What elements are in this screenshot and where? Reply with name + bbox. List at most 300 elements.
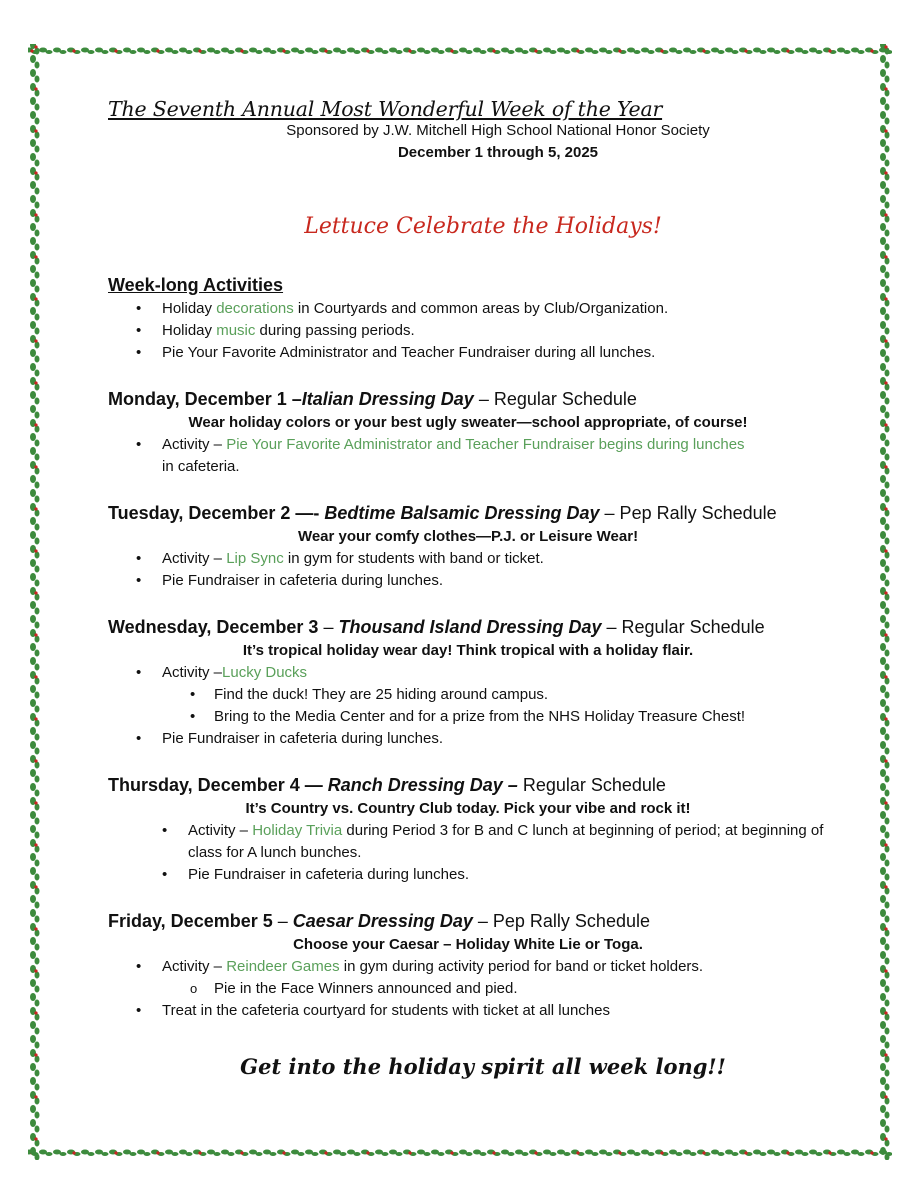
friday-dress: Choose your Caesar – Holiday White Lie or Toga.: [293, 936, 643, 953]
holly-leaf: [35, 944, 40, 951]
holly-leaf: [880, 867, 886, 875]
holly-berry: [884, 423, 887, 426]
holly-leaf: [30, 55, 36, 63]
holly-leaf: [382, 50, 389, 54]
holly-leaf: [690, 50, 697, 54]
holly-leaf: [35, 748, 40, 755]
holly-leaf: [718, 50, 725, 54]
list-item: • Bring to the Media Center and for a prize from the NHS Holiday Treasure Chest!: [162, 706, 828, 728]
holly-leaf: [880, 405, 886, 413]
holly-leaf: [35, 76, 40, 83]
holly-leaf: [885, 1042, 890, 1049]
holly-leaf: [35, 832, 40, 839]
holly-leaf: [35, 384, 40, 391]
holly-leaf: [35, 342, 40, 349]
holly-berry: [884, 45, 887, 48]
holly-leaf: [35, 636, 40, 643]
holly-leaf: [186, 50, 193, 54]
holly-berry: [72, 49, 75, 52]
holly-leaf: [35, 650, 40, 657]
holly-berry: [744, 49, 747, 52]
holly-leaf: [880, 321, 886, 329]
holly-berry: [534, 49, 537, 52]
holly-leaf: [30, 405, 36, 413]
holly-berry: [156, 49, 159, 52]
wednesday-dress: It’s tropical holiday wear day! Think tropical with a holiday flair.: [242, 642, 694, 659]
holly-leaf: [880, 783, 886, 791]
holly-leaf: [30, 741, 36, 749]
holly-leaf: [885, 706, 890, 713]
holly-leaf: [844, 50, 851, 54]
holly-leaf: [885, 62, 890, 69]
holly-leaf: [35, 888, 40, 895]
holly-leaf: [885, 720, 890, 727]
holly-leaf: [880, 1035, 886, 1043]
holly-leaf: [46, 1152, 53, 1156]
holly-leaf: [35, 440, 40, 447]
wednesday-list: [108, 662, 828, 750]
holly-leaf: [88, 1152, 95, 1156]
holly-leaf: [885, 650, 890, 657]
holly-leaf: [256, 50, 263, 54]
holly-leaf: [30, 321, 36, 329]
holly-border-left: [28, 44, 42, 1160]
thursday-dress: It’s Country vs. Country Club today. Pick your vibe and rock it!: [245, 800, 691, 817]
holly-leaf: [522, 1152, 529, 1156]
holly-leaf: [885, 216, 890, 223]
holly-leaf: [508, 1152, 515, 1156]
holly-berry: [34, 87, 37, 90]
holly-leaf: [35, 454, 40, 461]
holly-leaf: [35, 160, 40, 167]
holly-leaf: [144, 50, 151, 54]
holly-leaf: [880, 811, 886, 819]
holly-berry: [34, 969, 37, 972]
holly-leaf: [35, 174, 40, 181]
holly-leaf: [858, 50, 865, 54]
holly-berry: [450, 1151, 453, 1154]
highlight-text: Lip Sync: [226, 550, 284, 567]
holly-leaf: [885, 342, 890, 349]
holly-berry: [884, 1095, 887, 1098]
holly-leaf: [880, 55, 886, 63]
holly-berry: [884, 255, 887, 258]
holly-leaf: [35, 566, 40, 573]
holly-berry: [34, 843, 37, 846]
list-item: • Treat in the cafeteria courtyard for students with ticket at all lunches: [108, 1000, 828, 1022]
holly-leaf: [676, 1152, 683, 1156]
holly-leaf: [880, 895, 886, 903]
holly-berry: [884, 885, 887, 888]
holly-border-bottom: [28, 1146, 892, 1160]
holly-leaf: [880, 685, 886, 693]
holly-leaf: [35, 328, 40, 335]
holly-berry: [660, 1151, 663, 1154]
holly-leaf: [816, 50, 823, 54]
holly-leaf: [30, 825, 36, 833]
holly-berry: [884, 843, 887, 846]
holly-leaf: [550, 50, 557, 54]
holly-leaf: [30, 559, 36, 567]
holly-leaf: [30, 685, 36, 693]
holly-leaf: [382, 1152, 389, 1156]
holly-leaf: [885, 314, 890, 321]
holly-leaf: [438, 50, 445, 54]
holly-leaf: [35, 1056, 40, 1063]
holly-leaf: [592, 1152, 599, 1156]
holly-leaf: [35, 496, 40, 503]
holly-leaf: [35, 538, 40, 545]
holly-leaf: [880, 517, 886, 525]
holly-leaf: [885, 496, 890, 503]
list-item: • Activity – Lip Sync in gym for students with band or ticket.: [108, 548, 828, 570]
holly-berry: [34, 507, 37, 510]
holly-leaf: [880, 489, 886, 497]
holly-leaf: [30, 783, 36, 791]
holly-leaf: [885, 188, 890, 195]
holly-leaf: [880, 475, 886, 483]
holly-leaf: [228, 1152, 235, 1156]
holly-berry: [884, 717, 887, 720]
holly-leaf: [30, 615, 36, 623]
holly-leaf: [30, 363, 36, 371]
holly-leaf: [30, 97, 36, 105]
holly-leaf: [880, 615, 886, 623]
holly-leaf: [35, 132, 40, 139]
holly-leaf: [885, 916, 890, 923]
holly-berry: [660, 49, 663, 52]
holly-leaf: [30, 517, 36, 525]
holly-leaf: [880, 559, 886, 567]
holly-leaf: [880, 1105, 886, 1113]
holly-leaf: [880, 139, 886, 147]
holly-leaf: [35, 104, 40, 111]
holly-berry: [870, 49, 873, 52]
holly-berry: [884, 927, 887, 930]
holly-leaf: [880, 1063, 886, 1071]
list-item: • Pie Fundraiser in cafeteria during lunches.: [108, 864, 828, 886]
holly-leaf: [396, 1152, 403, 1156]
holly-leaf: [880, 937, 886, 945]
holly-leaf: [298, 50, 305, 54]
holly-leaf: [885, 356, 890, 363]
list-item: • Activity – Pie Your Favorite Administrator and Teacher Fundraiser begins during lunches in cafeteria.: [108, 434, 828, 478]
holly-leaf: [880, 727, 886, 735]
holly-leaf: [312, 1152, 319, 1156]
holly-leaf: [30, 643, 36, 651]
holly-leaf: [102, 50, 109, 54]
holly-berry: [884, 591, 887, 594]
holly-leaf: [30, 153, 36, 161]
holly-leaf: [30, 489, 36, 497]
holly-leaf: [880, 69, 886, 77]
holly-leaf: [885, 538, 890, 545]
holly-leaf: [648, 1152, 655, 1156]
holly-berry: [34, 633, 37, 636]
holly-leaf: [35, 468, 40, 475]
holly-leaf: [880, 741, 886, 749]
holly-leaf: [880, 573, 886, 581]
holly-leaf: [880, 853, 886, 861]
holly-berry: [324, 49, 327, 52]
holly-leaf: [880, 769, 886, 777]
holly-leaf: [270, 50, 277, 54]
holly-leaf: [880, 363, 886, 371]
holly-leaf: [885, 384, 890, 391]
holly-leaf: [35, 1000, 40, 1007]
holly-berry: [34, 423, 37, 426]
tuesday-dress: Wear your comfy clothes—P.J. or Leisure Wear!: [297, 528, 639, 545]
holly-leaf: [214, 1152, 221, 1156]
holly-leaf: [35, 804, 40, 811]
holly-leaf: [35, 62, 40, 69]
holly-berry: [884, 549, 887, 552]
holly-leaf: [30, 979, 36, 987]
date-range: December 1 through 5, 2025: [397, 144, 599, 161]
friday-heading: Friday, December 5 – Caesar Dressing Day – Pep Rally Schedule: [108, 911, 650, 931]
holly-leaf: [30, 895, 36, 903]
holly-leaf: [35, 958, 40, 965]
holly-leaf: [885, 76, 890, 83]
holly-leaf: [35, 146, 40, 153]
holly-leaf: [885, 804, 890, 811]
holly-leaf: [732, 50, 739, 54]
holly-leaf: [634, 1152, 641, 1156]
holly-leaf: [885, 258, 890, 265]
holly-leaf: [35, 916, 40, 923]
holly-leaf: [480, 1152, 487, 1156]
holly-leaf: [35, 286, 40, 293]
holly-leaf: [30, 769, 36, 777]
holly-leaf: [885, 132, 890, 139]
holly-leaf: [844, 1152, 851, 1156]
holly-leaf: [885, 944, 890, 951]
tuesday-heading: Tuesday, December 2 —- Bedtime Balsamic Dressing Day – Pep Rally Schedule: [108, 503, 777, 523]
holly-leaf: [885, 608, 890, 615]
list-item: • Holiday music during passing periods.: [108, 320, 828, 342]
holly-leaf: [885, 692, 890, 699]
holly-leaf: [35, 300, 40, 307]
holly-berry: [884, 297, 887, 300]
holly-leaf: [130, 50, 137, 54]
holly-berry: [366, 49, 369, 52]
holly-leaf: [312, 50, 319, 54]
holly-leaf: [885, 678, 890, 685]
holly-berry: [884, 1011, 887, 1014]
holly-leaf: [880, 601, 886, 609]
highlight-text: Holiday Trivia: [252, 822, 343, 839]
holly-berry: [884, 381, 887, 384]
holly-berry: [884, 633, 887, 636]
holly-leaf: [885, 622, 890, 629]
holly-berry: [34, 129, 37, 132]
holly-leaf: [885, 398, 890, 405]
holly-berry: [366, 1151, 369, 1154]
holly-berry: [884, 339, 887, 342]
holly-leaf: [354, 1152, 361, 1156]
holly-leaf: [35, 1014, 40, 1021]
holly-berry: [884, 213, 887, 216]
holly-berry: [72, 1151, 75, 1154]
holly-berry: [34, 591, 37, 594]
holly-leaf: [35, 1154, 40, 1161]
holly-leaf: [35, 314, 40, 321]
holly-leaf: [35, 90, 40, 97]
list-item: • Pie Your Favorite Administrator and Teacher Fundraiser during all lunches.: [108, 342, 828, 364]
holly-leaf: [880, 391, 886, 399]
holly-berry: [156, 1151, 159, 1154]
highlight-text: Reindeer Games: [226, 958, 340, 975]
holly-leaf: [35, 972, 40, 979]
holly-berry: [884, 759, 887, 762]
holly-leaf: [880, 643, 886, 651]
holly-leaf: [35, 398, 40, 405]
holly-berry: [34, 927, 37, 930]
holly-leaf: [880, 433, 886, 441]
holly-leaf: [30, 279, 36, 287]
holly-leaf: [885, 230, 890, 237]
holly-leaf: [885, 468, 890, 475]
holly-leaf: [30, 349, 36, 357]
holly-leaf: [880, 265, 886, 273]
holly-leaf: [885, 762, 890, 769]
holly-leaf: [885, 104, 890, 111]
holly-leaf: [885, 1000, 890, 1007]
holly-leaf: [880, 181, 886, 189]
holly-leaf: [690, 1152, 697, 1156]
holly-berry: [34, 759, 37, 762]
holly-leaf: [885, 818, 890, 825]
holly-leaf: [880, 909, 886, 917]
holly-berry: [34, 1011, 37, 1014]
holly-leaf: [35, 216, 40, 223]
holly-leaf: [35, 692, 40, 699]
holly-berry: [744, 1151, 747, 1154]
holly-berry: [34, 339, 37, 342]
holly-leaf: [732, 1152, 739, 1156]
holly-leaf: [35, 1140, 40, 1147]
holly-leaf: [885, 286, 890, 293]
friday-list: [108, 956, 828, 1022]
holly-leaf: [880, 223, 886, 231]
holly-leaf: [466, 1152, 473, 1156]
tagline: Lettuce Celebrate the Holidays!: [304, 214, 662, 239]
holly-leaf: [35, 622, 40, 629]
holly-berry: [324, 1151, 327, 1154]
list-item: • Activity – Reindeer Games in gym during activity period for band or ticket holders. o Pie in the Face Winners announced and pied.: [108, 956, 828, 1000]
holly-leaf: [885, 860, 890, 867]
holly-leaf: [480, 50, 487, 54]
holly-leaf: [774, 50, 781, 54]
holly-berry: [34, 297, 37, 300]
holly-leaf: [35, 734, 40, 741]
holly-border-right: [878, 44, 892, 1160]
holly-berry: [884, 801, 887, 804]
holly-leaf: [564, 50, 571, 54]
holly-berry: [34, 1095, 37, 1098]
holly-leaf: [35, 482, 40, 489]
list-item: • Activity –Lucky Ducks • Find the duck! They are 25 hiding around campus. • Bring to the Media Center and for a prize from the NHS Holiday Treasure Chest!: [108, 662, 828, 728]
holly-leaf: [648, 50, 655, 54]
holly-leaf: [35, 678, 40, 685]
holly-berry: [884, 171, 887, 174]
holly-leaf: [35, 426, 40, 433]
holly-leaf: [35, 860, 40, 867]
holly-leaf: [30, 531, 36, 539]
holly-berry: [786, 49, 789, 52]
holly-leaf: [885, 748, 890, 755]
holly-leaf: [885, 160, 890, 167]
holly-leaf: [30, 237, 36, 245]
holly-leaf: [885, 846, 890, 853]
holly-leaf: [35, 986, 40, 993]
holly-leaf: [885, 566, 890, 573]
monday-list: [108, 434, 828, 478]
holly-leaf: [880, 1077, 886, 1085]
holly-leaf: [35, 230, 40, 237]
holly-leaf: [885, 244, 890, 251]
holly-leaf: [30, 265, 36, 273]
holly-leaf: [592, 50, 599, 54]
holly-leaf: [30, 867, 36, 875]
holly-berry: [34, 1053, 37, 1056]
holly-leaf: [130, 1152, 137, 1156]
holly-berry: [34, 45, 37, 48]
holly-berry: [828, 1151, 831, 1154]
holly-leaf: [508, 50, 515, 54]
holly-leaf: [30, 181, 36, 189]
holly-leaf: [30, 391, 36, 399]
holly-leaf: [424, 50, 431, 54]
holly-leaf: [35, 874, 40, 881]
holly-leaf: [885, 146, 890, 153]
holly-leaf: [35, 762, 40, 769]
holly-berry: [576, 1151, 579, 1154]
weeklong-heading: Week-long Activities: [108, 275, 284, 295]
holly-leaf: [885, 454, 890, 461]
holly-leaf: [30, 951, 36, 959]
holly-leaf: [880, 1119, 886, 1127]
holly-leaf: [885, 594, 890, 601]
wednesday-heading: Wednesday, December 3 – Thousand Island Dressing Day – Regular Schedule: [108, 617, 765, 637]
holly-leaf: [880, 111, 886, 119]
holly-leaf: [606, 50, 613, 54]
holly-leaf: [30, 1077, 36, 1085]
holly-leaf: [35, 356, 40, 363]
holly-leaf: [885, 174, 890, 181]
holly-berry: [618, 49, 621, 52]
thursday-list: [108, 820, 828, 886]
holly-leaf: [35, 594, 40, 601]
holly-leaf: [30, 1105, 36, 1113]
holly-berry: [34, 717, 37, 720]
holly-leaf: [885, 202, 890, 209]
holly-leaf: [880, 1021, 886, 1029]
holly-leaf: [760, 50, 767, 54]
holly-leaf: [885, 930, 890, 937]
holly-leaf: [144, 1152, 151, 1156]
holly-berry: [884, 87, 887, 90]
holly-leaf: [46, 50, 53, 54]
highlight-text: Lucky Ducks: [222, 664, 308, 681]
holly-leaf: [30, 1119, 36, 1127]
holly-berry: [34, 885, 37, 888]
holly-leaf: [885, 510, 890, 517]
holly-leaf: [35, 664, 40, 671]
list-item: • Holiday decorations in Courtyards and common areas by Club/Organization.: [108, 298, 828, 320]
holly-leaf: [35, 244, 40, 251]
holly-leaf: [885, 580, 890, 587]
